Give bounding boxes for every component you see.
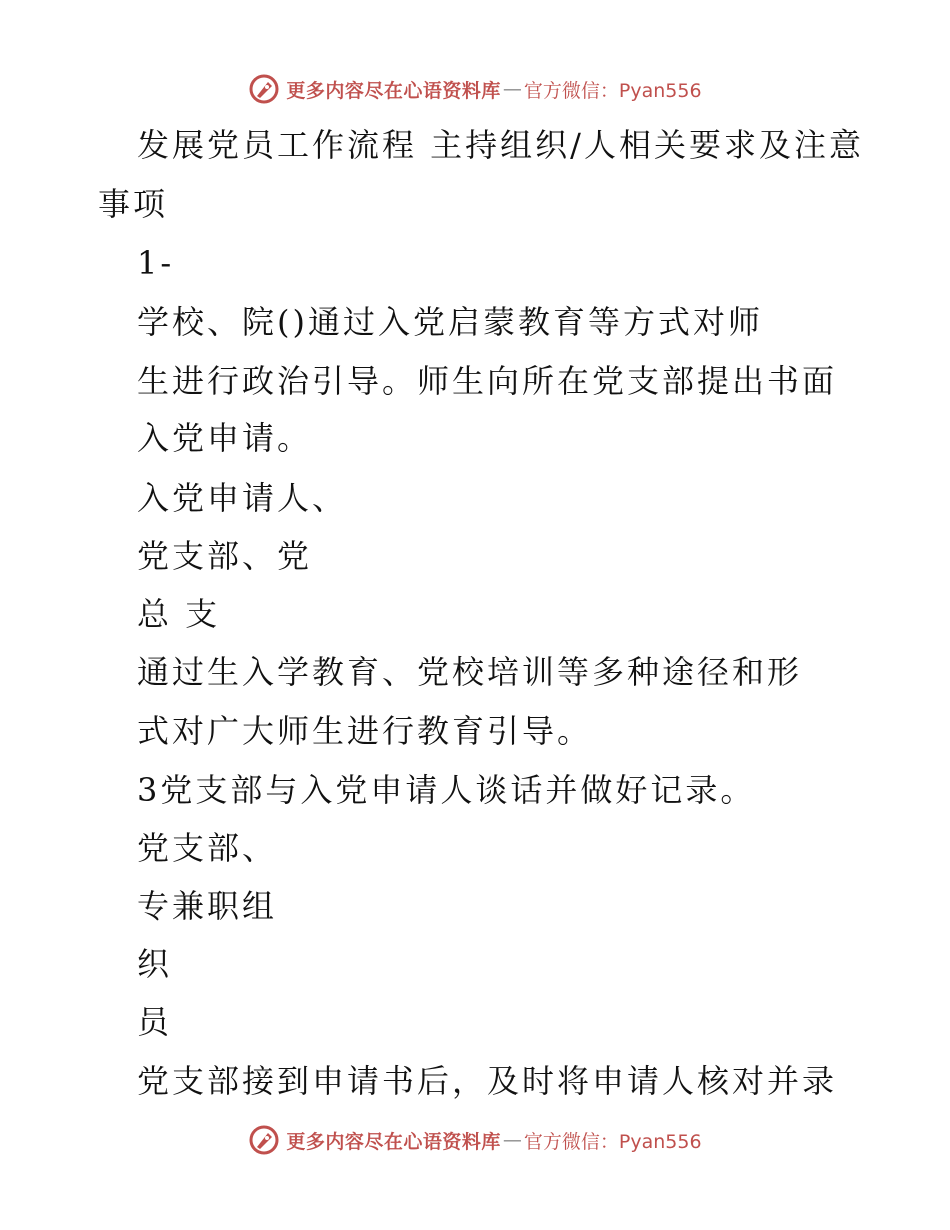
doc-line: 总 支 (137, 595, 221, 633)
doc-line: 学校、院()通过入党启蒙教育等方式对师 (137, 303, 763, 341)
doc-line: 党支部接到申请书后，及时将申请人核对并录 (137, 1062, 838, 1100)
pen-nib-logo-icon (248, 73, 280, 105)
doc-line: 3党支部与入党申请人谈话并做好记录。 (137, 771, 756, 809)
banner-dash: — (502, 1129, 522, 1151)
doc-line: 1- (137, 244, 175, 282)
banner-wechat-text: 官方微信：Pyan556 (523, 79, 702, 102)
banner-dash: — (502, 78, 522, 100)
pen-nib-logo-icon (248, 1124, 280, 1156)
doc-line: 发展党员工作流程 主持组织/人相关要求及注意 (137, 126, 864, 164)
doc-line: 式对广大师生进行教育引导。 (137, 712, 593, 750)
banner-main-text: 更多内容尽在心语资料库 (286, 1130, 501, 1153)
footer-banner (0, 1122, 950, 1158)
doc-line: 入党申请。 (137, 419, 313, 457)
doc-line: 生进行政治引导。师生向所在党支部提出书面 (137, 362, 838, 400)
doc-line: 通过生入学教育、党校培训等多种途径和形 (137, 653, 803, 691)
doc-line: 党支部、 (137, 829, 278, 867)
doc-line: 员 (137, 1003, 173, 1041)
doc-line: 织 (137, 945, 173, 983)
doc-line: 党支部、党 (137, 537, 313, 575)
doc-line: 入党申请人、 (137, 479, 348, 517)
header-banner (0, 71, 950, 107)
doc-line: 事项 (98, 185, 169, 223)
banner-main-text: 更多内容尽在心语资料库 (286, 79, 501, 102)
banner-wechat-text: 官方微信：Pyan556 (523, 1130, 702, 1153)
doc-line: 专兼职组 (137, 887, 278, 925)
